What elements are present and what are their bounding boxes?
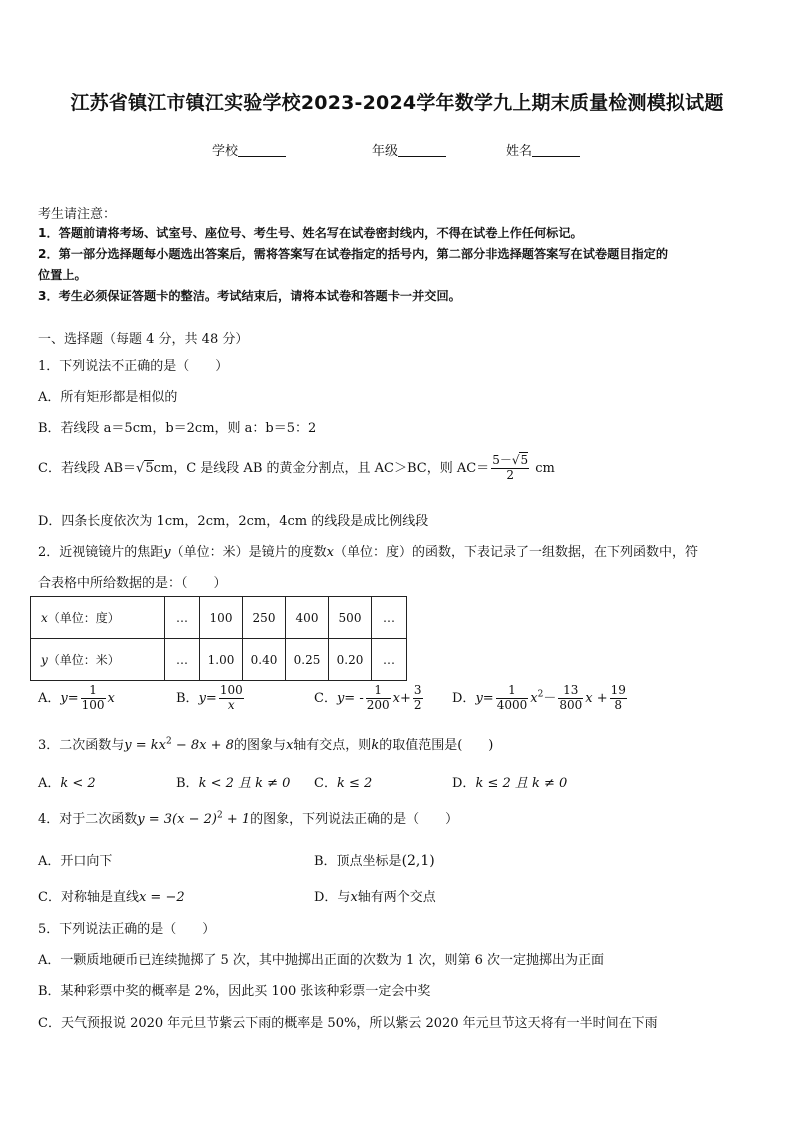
table-cell: 400	[286, 597, 329, 639]
notice-item-1: 1．答题前请将考场、试室号、座位号、考生号、姓名写在试卷密封线内，不得在试卷上作任何标记。	[38, 226, 583, 240]
q2-c-fraction-2	[413, 684, 423, 713]
q2-b-lhs: y=	[198, 690, 217, 706]
q1-c-mid: cm，C 是线段 AB 的黄金分割点，且 AC＞BC，则 AC＝	[153, 460, 490, 476]
q5-option-c[interactable]: C．天气预报说 2020 年元旦节紫云下雨的概率是 50%，所以紫云 2020 年元旦节这天将有一半时间在下雨	[38, 1016, 658, 1031]
q2-b-den: x	[227, 697, 235, 712]
notice-item-2-cont: 位置上。	[38, 268, 87, 282]
q2-table-y-label: （单位：米）	[47, 653, 120, 667]
notice-heading: 考生请注意：	[38, 207, 117, 222]
q2-b-fraction	[219, 684, 244, 713]
name-label: 姓名	[506, 144, 533, 159]
q3-var-x: x	[285, 738, 294, 753]
q2-d-num1: 1	[496, 684, 529, 699]
q2-d-label: D．	[452, 690, 476, 706]
q2-b-num: 100	[219, 683, 243, 697]
q4-option-a[interactable]: A．开口向下	[38, 854, 113, 869]
q4-expr2: + 1	[222, 812, 251, 827]
q4-expr: y = 3(x − 2)	[137, 812, 217, 827]
q2-a-lhs: y=	[60, 690, 79, 706]
q2-c-den2: 2	[413, 697, 422, 712]
name-field[interactable]	[506, 140, 580, 159]
notice-item-3: 3．考生必须保证答题卡的整洁。考试结束后，请将本试卷和答题卡一并交回。	[38, 289, 461, 303]
q3-mid2: 轴有交点，则	[293, 738, 372, 753]
q4-option-b[interactable]	[314, 850, 435, 869]
q3-c-label: C．	[314, 776, 337, 791]
q2-c-den1: 200	[366, 697, 390, 712]
q2-b-label: B．	[176, 690, 199, 706]
q2-table-var-x: x	[41, 611, 48, 625]
q5-option-a[interactable]: A．一颗质地硬币已连续抛掷了 5 次，其中抛掷出正面的次数为 1 次，则第 6 次一定抛掷出为正面	[38, 953, 604, 968]
q3-expr1: y = kx	[124, 738, 166, 753]
q1-c-den: 2	[506, 467, 514, 482]
q2-a-tail: x	[107, 690, 115, 706]
q3-option-a[interactable]	[38, 772, 96, 791]
table-cell: …	[372, 597, 407, 639]
table-cell: …	[165, 597, 200, 639]
school-field[interactable]	[212, 140, 286, 159]
q1-c-fraction	[491, 454, 529, 483]
q3-option-b[interactable]	[176, 772, 290, 791]
q2-d-num3: 19	[610, 683, 626, 697]
q2-a-den: 100	[81, 697, 105, 712]
q2-d-den3: 8	[614, 697, 623, 712]
q3-expr2: − 8x + 8	[171, 738, 234, 753]
q4-d-post: 轴有两个交点	[357, 890, 436, 905]
q2-table-var-y: y	[41, 653, 48, 667]
table-cell: …	[165, 639, 200, 681]
q2-a-num: 1	[81, 684, 106, 699]
q2-d-num2: 13	[558, 684, 583, 699]
q4-post: 的图象，下列说法正确的是（ ）	[250, 812, 459, 827]
q3-mid: 的图象与	[233, 738, 286, 753]
q3-var-k: k	[371, 738, 380, 753]
q2-d-den2: 800	[559, 697, 583, 712]
q1-option-a[interactable]: A．所有矩形都是相似的	[38, 390, 178, 405]
table-cell: 250	[243, 597, 286, 639]
q1-c-num-pre: 5－	[492, 453, 512, 467]
q1-option-d[interactable]: D．四条长度依次为 1cm，2cm，2cm，4cm 的线段是成比例线段	[38, 514, 429, 529]
table-row	[31, 639, 407, 681]
q2-d-exp: 2	[537, 689, 544, 700]
q2-table-x-label: （单位：度）	[47, 611, 120, 625]
q2-line1-mid2: （单位：度）的函数，下表记录了一组数据，在下列函数中，符	[334, 545, 699, 560]
q3-stem	[38, 734, 493, 753]
q3-pre: 3．二次函数与	[38, 738, 125, 753]
grade-label: 年级	[372, 144, 399, 159]
section-heading: 一、选择题（每题 4 分，共 48 分）	[38, 332, 249, 347]
q4-d-pre: D．与	[314, 890, 351, 905]
q2-line1	[38, 541, 698, 560]
q3-post: 的取值范围是( )	[379, 738, 494, 753]
q4-b-pre: B．顶点坐标是	[314, 854, 402, 869]
q4-exp: 2	[216, 810, 223, 821]
q2-data-table	[30, 596, 407, 681]
q2-option-b[interactable]	[176, 684, 246, 713]
q4-d-var: x	[350, 890, 358, 905]
q1-option-b[interactable]: B．若线段 a＝5cm，b＝2cm，则 a：b＝5：2	[38, 421, 317, 436]
q2-option-d[interactable]	[452, 684, 629, 713]
table-cell: …	[372, 639, 407, 681]
q4-option-d[interactable]	[314, 886, 436, 905]
table-row	[31, 597, 407, 639]
q2-a-label: A．	[38, 690, 61, 706]
q3-b-expr: k < 2 且 k ≠ 0	[198, 776, 291, 791]
q2-d-den1: 4000	[496, 697, 528, 712]
q2-var-x: x	[326, 545, 334, 560]
q4-c-pre: C．对称轴是直线	[38, 890, 139, 905]
q2-d-lhs: y=	[475, 690, 494, 706]
table-cell: 0.20	[329, 639, 372, 681]
q1-c-rad: 5	[145, 460, 154, 476]
q3-a-label: A．	[38, 776, 61, 791]
grade-field[interactable]	[372, 140, 446, 159]
q3-c-expr: k ≤ 2	[336, 776, 373, 791]
table-cell: 500	[329, 597, 372, 639]
q5-stem: 5．下列说法正确的是（ ）	[38, 922, 216, 937]
name-blank[interactable]	[532, 143, 580, 157]
q2-option-c[interactable]	[314, 684, 425, 713]
q2-d-mid2: －	[543, 690, 557, 706]
school-label: 学校	[212, 144, 239, 159]
q4-option-c[interactable]	[38, 886, 185, 905]
q3-b-label: B．	[176, 776, 199, 791]
q2-var-y: y	[163, 545, 171, 560]
school-blank[interactable]	[238, 143, 286, 157]
q4-c-expr: x = −2	[138, 890, 185, 905]
q2-d-fraction-1	[496, 684, 529, 713]
q2-d-mid1: x	[530, 690, 538, 706]
q1-stem: 1．下列说法不正确的是（ ）	[38, 359, 229, 374]
table-cell: 1.00	[200, 639, 243, 681]
q1-c-pre: C．若线段 AB＝	[38, 460, 137, 476]
q2-d-fraction-3	[610, 684, 627, 713]
q2-c-fraction-1	[366, 684, 391, 713]
q2-c-num1: 1	[366, 684, 391, 699]
q3-option-d[interactable]	[452, 772, 567, 791]
q3-a-expr: k < 2	[60, 776, 96, 791]
q1-c-post: cm	[535, 460, 555, 476]
notice-item-2: 2．第一部分选择题每小题选出答案后，需将答案写在试卷指定的括号内，第二部分非选择题答案写在试卷题目指定的	[38, 247, 669, 261]
q4-pre: 4．对于二次函数	[38, 812, 138, 827]
q2-d-fraction-2	[558, 684, 583, 713]
q2-line1-mid1: （单位：米）是镜片的度数	[170, 545, 327, 560]
q2-c-num2: 3	[413, 683, 422, 697]
table-header-x	[31, 597, 165, 639]
q4-stem	[38, 808, 458, 827]
sqrt-icon: √	[136, 460, 145, 476]
q1-c-num-rad: 5	[520, 453, 529, 467]
q3-option-c[interactable]	[314, 772, 372, 791]
q2-c-label: C．	[314, 690, 337, 706]
q2-line2: 合表格中所给数据的是：（ ）	[38, 576, 227, 591]
table-cell: 100	[200, 597, 243, 639]
q2-option-a[interactable]	[38, 684, 115, 713]
q1-option-c[interactable]	[38, 454, 555, 483]
sqrt-icon: √	[511, 453, 520, 467]
q3-d-label: D．	[452, 776, 476, 791]
q2-line1-pre: 2．近视镜镜片的焦距	[38, 545, 164, 560]
q3-d-expr: k ≤ 2 且 k ≠ 0	[475, 776, 568, 791]
q2-c-mid: x+	[392, 690, 411, 706]
q3-exp: 2	[166, 736, 172, 747]
table-cell: 0.25	[286, 639, 329, 681]
q5-option-b[interactable]: B．某种彩票中奖的概率是 2%，因此买 100 张该种彩票一定会中奖	[38, 984, 431, 999]
q4-b-expr: (2,1)	[401, 853, 435, 869]
page-title: 江苏省镇江市镇江实验学校2023-2024学年数学九上期末质量检测模拟试题	[70, 92, 724, 114]
table-header-y	[31, 639, 165, 681]
q2-c-lhs: y= -	[336, 690, 364, 706]
grade-blank[interactable]	[398, 143, 446, 157]
q2-a-fraction	[81, 684, 106, 713]
table-cell: 0.40	[243, 639, 286, 681]
q2-d-mid3: x +	[585, 690, 608, 706]
